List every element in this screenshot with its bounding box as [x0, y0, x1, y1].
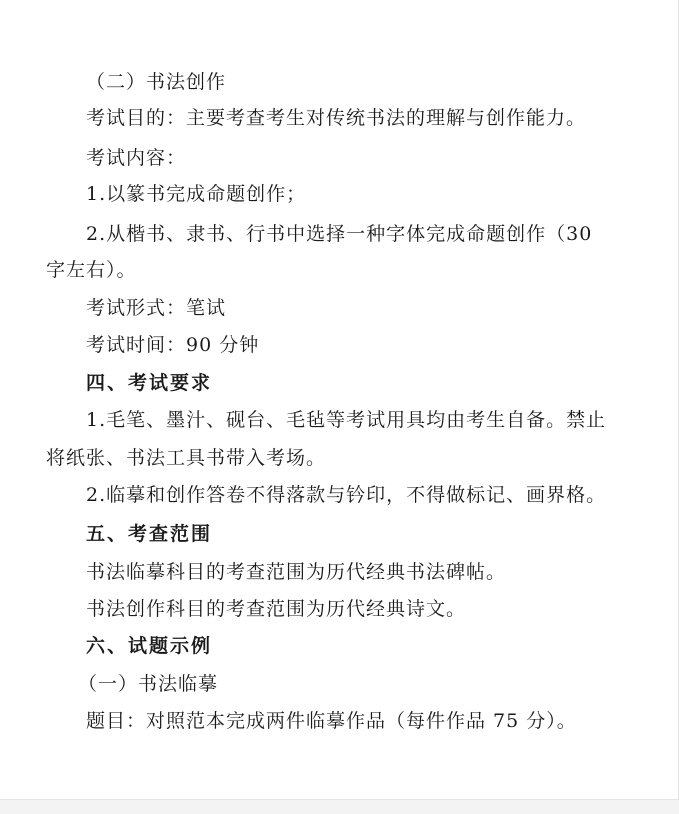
page-bottom-strip	[0, 800, 679, 814]
scope-copying-line: 书法临摹科目的考查范围为历代经典书法碑帖。	[86, 561, 507, 583]
requirement-item-1: 1.毛笔、墨汁、砚台、毛毡等考试用具均由考生自备。禁止	[86, 409, 607, 431]
section-heading-exam-scope: 五、考查范围	[86, 523, 213, 545]
exam-content-label: 考试内容：	[86, 147, 187, 169]
subsection-heading-calligraphy-copying: （一）书法临摹	[78, 673, 219, 695]
exam-format-line: 考试形式：笔试	[86, 297, 227, 319]
question-line: 题目：对照范本完成两件临摹作品（每件作品 75 分）。	[86, 710, 577, 732]
requirement-item-2: 2.临摹和创作答卷不得落款与钤印，不得做标记、画界格。	[86, 484, 607, 506]
content-item-2: 2.从楷书、隶书、行书中选择一种字体完成命题创作（30	[86, 223, 593, 245]
section-heading-sample-questions: 六、试题示例	[86, 635, 213, 657]
section-heading-exam-requirements: 四、考试要求	[86, 372, 213, 394]
exam-duration-line: 考试时间：90 分钟	[86, 334, 260, 356]
subsection-heading-calligraphy-creation: （二）书法创作	[86, 71, 227, 93]
requirement-item-1-continued: 将纸张、书法工具书带入考场。	[46, 447, 327, 469]
exam-purpose-line: 考试目的：主要考查考生对传统书法的理解与创作能力。	[86, 107, 587, 129]
content-item-1: 1.以篆书完成命题创作；	[86, 183, 307, 205]
scope-creation-line: 书法创作科目的考查范围为历代经典诗文。	[86, 598, 467, 620]
content-item-2-continued: 字左右）。	[46, 259, 137, 281]
